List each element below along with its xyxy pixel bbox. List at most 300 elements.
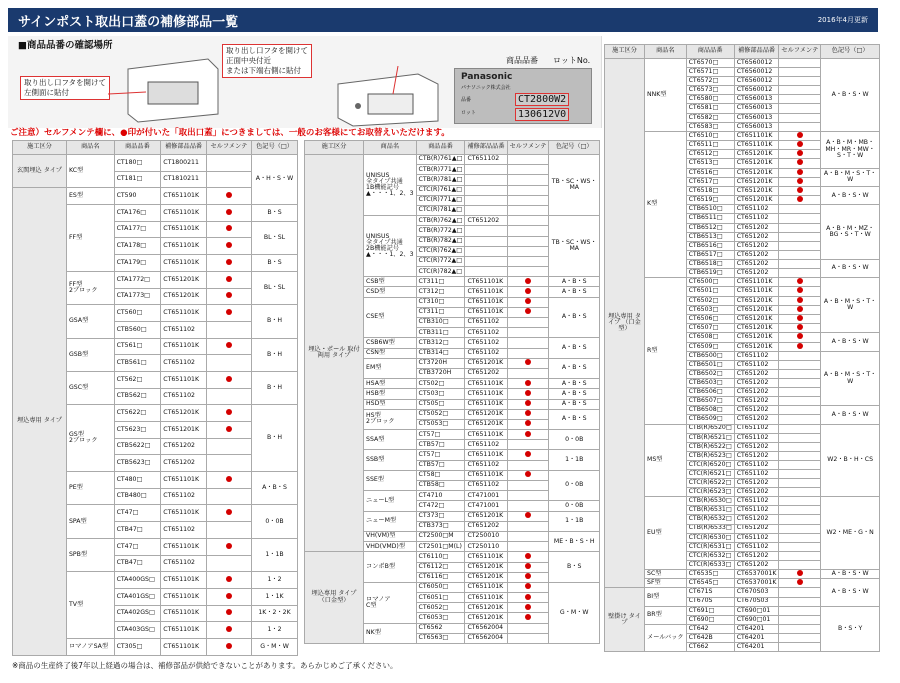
self-maintenance-cell [206,305,251,322]
repair-part-cell: CT651202 [734,259,779,268]
product-code-cell: CT2500□M [416,531,465,541]
product-name-cell: SSE型 [364,470,417,490]
product-name-cell: MS型 [645,424,687,497]
product-code-cell: CTB480□ [114,488,161,505]
table-row [13,155,298,172]
product-code-cell: CT6502□ [686,296,734,305]
product-code-cell: CTB6519□ [686,269,734,278]
repair-part-cell: CT651101K [161,505,207,522]
self-maintenance-dot-icon [525,573,531,579]
self-maintenance-dot-icon [525,380,531,386]
self-maintenance-cell [507,297,549,307]
self-maintenance-cell [206,422,251,439]
product-name-cell: NK型 [364,623,417,643]
product-code-cell: CT690□ [686,615,734,624]
product-code-cell: CTB6501□ [686,360,734,369]
repair-part-cell: CT651102 [734,205,779,214]
self-maintenance-cell [779,77,821,86]
product-name-cell: FF型 [67,205,115,272]
repair-part-cell: CT6560012 [734,68,779,77]
self-maintenance-cell [779,140,821,149]
repair-part-cell [465,256,507,266]
product-code-cell: CT503□ [416,389,465,399]
product-code-cell: CT6513□ [686,159,734,168]
repair-part-cell: CT651201K [465,409,507,419]
repair-part-cell: CT651101K [734,140,779,149]
self-maintenance-cell [507,460,549,470]
self-maintenance-cell [779,415,821,424]
product-code-cell: CT691□ [686,606,734,615]
product-code-cell: CT505□ [416,399,465,409]
product-code-cell: CT6503□ [686,305,734,314]
product-code-cell: CT373□ [416,511,465,521]
product-name-cell: ニューM型 [364,511,417,531]
self-maintenance-cell [206,221,251,238]
repair-part-cell: CT651102 [465,440,507,450]
repair-part-cell: CT651201K [465,511,507,521]
self-maintenance-dot-icon [226,426,232,432]
product-code-cell: CT562□ [114,371,161,388]
self-maintenance-cell [779,606,821,615]
header-cell: 商品名 [67,141,115,155]
self-maintenance-cell [779,424,821,433]
product-code-cell: CT6500□ [686,278,734,287]
color-code-cell: G・M・W [252,638,298,655]
self-maintenance-dot-icon [525,359,531,365]
repair-part-cell: CT651202 [734,388,779,397]
header-cell: 施工区分 [305,141,364,155]
self-maintenance-dot-icon [226,593,232,599]
model-code: CT2800W2 [515,93,569,106]
update-date: 2016年4月更新 [817,16,868,24]
product-code-cell: CTC(R)761▲□ [416,185,465,195]
color-code-cell: B・H [252,305,298,338]
repair-part-cell: CT651201K [734,196,779,205]
self-maintenance-cell [779,86,821,95]
nameplate [454,68,592,124]
repair-part-cell: CT651201K [734,342,779,351]
header-cell: 色記号（□） [549,141,600,155]
repair-part-cell: CT651202 [734,415,779,424]
repair-part-cell: CT651202 [734,232,779,241]
self-maintenance-cell [507,481,549,491]
self-maintenance-cell [206,405,251,422]
color-code-cell: A・B・S [549,287,600,297]
product-code-cell: CT6519□ [686,196,734,205]
self-maintenance-dot-icon [525,410,531,416]
product-code-cell: CTA1773□ [114,288,161,305]
self-maintenance-dot-icon [797,178,803,184]
self-maintenance-dot-icon [797,315,803,321]
product-code-cell: CT6511□ [686,140,734,149]
product-code-cell: CTB(R)6523□ [686,451,734,460]
self-maintenance-cell [779,615,821,624]
self-maintenance-cell [507,205,549,215]
repair-part-cell: CT651101K [465,593,507,603]
self-maintenance-dot-icon [226,292,232,298]
self-maintenance-dot-icon [226,609,232,615]
self-maintenance-cell [507,450,549,460]
self-maintenance-dot-icon [525,390,531,396]
install-type-cell: 埋込専用 タイプ （口金型） [305,552,364,644]
repair-part-cell: CT651202 [465,216,507,226]
product-name-cell: GS型 2ブロック [67,405,115,472]
repair-part-cell: CT64201 [734,633,779,642]
color-code-cell: B・S [252,205,298,222]
repair-part-cell: CT651202 [465,368,507,378]
self-maintenance-cell [779,68,821,77]
color-code-cell: A・B・S・W [821,406,880,424]
self-maintenance-cell [507,531,549,541]
self-maintenance-cell [507,430,549,440]
repair-part-cell: CT651102 [734,506,779,515]
self-maintenance-cell [779,397,821,406]
color-code-cell: B・S [549,552,600,583]
repair-part-cell: CT651101K [465,470,507,480]
product-code-cell: CT590 [114,188,161,205]
color-code-cell: A・B・S [549,379,600,389]
self-maintenance-cell [779,533,821,542]
color-code-cell: ME・B・S・H [549,531,600,551]
color-code-cell: A・B・S [549,409,600,429]
repair-part-cell: CT6560012 [734,86,779,95]
self-maintenance-cell [779,351,821,360]
repair-part-cell: CT651102 [734,460,779,469]
self-maintenance-dot-icon [226,626,232,632]
table-row [605,570,880,579]
product-code-cell: CTB6506□ [686,388,734,397]
table-row [605,278,880,287]
self-maintenance-dot-icon [797,306,803,312]
self-maintenance-cell [507,419,549,429]
self-maintenance-cell [779,95,821,104]
self-maintenance-dot-icon [226,576,232,582]
self-maintenance-cell [779,369,821,378]
self-maintenance-cell [507,358,549,368]
product-code-cell: CT5052□ [416,409,465,419]
repair-part-cell: CT471001 [465,501,507,511]
self-maintenance-dot-icon [797,287,803,293]
product-code-cell: CTA179□ [114,255,161,272]
repair-part-cell: CT651202 [161,438,207,455]
repair-part-cell: CT651202 [465,521,507,531]
product-code-cell: CTA176□ [114,205,161,222]
product-code-cell: CTC(R)6530□ [686,533,734,542]
self-maintenance-cell [507,389,549,399]
self-maintenance-cell [206,321,251,338]
product-code-cell: CTB311□ [416,328,465,338]
product-name-cell: NNK型 [645,59,687,132]
header-cell: 補修部品品番 [465,141,507,155]
repair-part-cell: CT651101K [161,221,207,238]
product-code-cell: CT5053□ [416,419,465,429]
header-cell: 補修部品品番 [734,45,779,59]
self-maintenance-dot-icon [226,376,232,382]
repair-part-cell: CT651101K [161,205,207,222]
self-maintenance-cell [507,368,549,378]
product-code-cell: CT3720H [416,358,465,368]
self-maintenance-cell [206,455,251,472]
product-code-cell: CT6580□ [686,95,734,104]
product-code-cell: CTB5622□ [114,438,161,455]
repair-part-cell: CT651101K [161,371,207,388]
self-maintenance-cell [779,642,821,651]
self-maintenance-dot-icon [525,308,531,314]
repair-part-cell [465,175,507,185]
repair-part-cell: CT651201K [161,405,207,422]
install-type-cell: 埋込・ポール 取付両用 タイプ [305,155,364,552]
header-cell: 施工区分 [13,141,67,155]
maker-name: パナソニック株式会社 [461,85,511,91]
product-code-cell: CT47□ [114,538,161,555]
repair-part-cell: CT651102 [734,424,779,433]
self-maintenance-cell [507,491,549,501]
repair-part-cell: CT651101K [465,450,507,460]
repair-part-cell: CT651102 [734,351,779,360]
self-maintenance-cell [779,479,821,488]
color-code-cell: BL・SL [252,221,298,254]
product-code-cell: CT662 [686,642,734,651]
self-maintenance-cell [206,371,251,388]
self-maintenance-cell [507,440,549,450]
self-maintenance-dot-icon [226,276,232,282]
product-code-cell: CT6053□ [416,613,465,623]
product-code-cell: CT6507□ [686,324,734,333]
self-maintenance-dot-icon [525,594,531,600]
product-code-cell: CT6570□ [686,59,734,68]
product-code-cell: CT6508□ [686,333,734,342]
product-code-cell: CT57□ [416,430,465,440]
product-name-cell: EM型 [364,358,417,378]
product-code-cell: CT2501□M(L) [416,542,465,552]
product-code-cell: CTB(R)762▲□ [416,216,465,226]
product-name-cell: GSB型 [67,338,115,371]
self-maintenance-cell [507,287,549,297]
product-name-cell: UNISUS 全タイプ共通 1B機能記号 ▲・・・1、2、3 [364,155,417,216]
self-maintenance-dot-icon [525,400,531,406]
self-maintenance-cell [779,177,821,186]
product-code-cell: CTB561□ [114,355,161,372]
repair-part-cell: CT250010 [465,531,507,541]
repair-part-cell: CT651101K [465,297,507,307]
color-code-cell: A・B・M・S・T・W [821,168,880,186]
self-maintenance-dot-icon [525,604,531,610]
self-maintenance-cell [507,256,549,266]
product-code-cell: CTB47□ [114,522,161,539]
product-code-cell: CTB6517□ [686,250,734,259]
repair-part-cell: CT651101K [465,430,507,440]
self-maintenance-dot-icon [525,288,531,294]
product-code-cell: CTB6507□ [686,397,734,406]
table-row [305,155,600,165]
color-code-cell: B・S・Y [821,606,880,651]
self-maintenance-cell [507,195,549,205]
repair-part-cell: CT651201K [734,305,779,314]
repair-part-cell: CT651101K [465,307,507,317]
repair-part-cell: CT651202 [734,269,779,278]
product-name-cell: ES型 [67,188,115,205]
self-maintenance-dot-icon [525,512,531,518]
repair-part-cell: CT651201K [734,177,779,186]
product-code-cell: CT670S [686,597,734,606]
self-maintenance-cell [779,624,821,633]
repair-part-cell: CT651101K [734,131,779,140]
color-code-cell: BL・SL [252,271,298,304]
postbox-front-drawing [328,66,448,128]
repair-part-cell [465,185,507,195]
product-code-cell: CTB47□ [114,555,161,572]
postbox-side-drawing [108,54,228,124]
self-maintenance-cell [507,562,549,572]
self-maintenance-dot-icon [525,420,531,426]
self-maintenance-cell [507,399,549,409]
header-cell: 色記号（□） [252,141,298,155]
self-maintenance-cell [779,314,821,323]
repair-part-cell: CT651101K [161,605,207,622]
self-maintenance-cell [206,472,251,489]
self-maintenance-cell [206,205,251,222]
header-cell: 施工区分 [605,45,645,59]
color-code-cell: 0・0B [549,470,600,501]
product-code-cell: CTB(R)771▲□ [416,165,465,175]
repair-part-cell: CT651102 [734,360,779,369]
repair-part-cell: CT651102 [161,488,207,505]
product-code-cell: CT560□ [114,305,161,322]
self-maintenance-cell [507,379,549,389]
product-code-cell: CT5622□ [114,405,161,422]
repair-part-cell: CT651201K [465,562,507,572]
self-maintenance-cell [779,515,821,524]
product-code-cell: CT6563□ [416,633,465,643]
color-code-cell: B・H [252,338,298,371]
self-maintenance-dot-icon [525,431,531,437]
product-code-cell: CT47□ [114,505,161,522]
parts-table-3 [604,44,880,652]
self-maintenance-cell [507,593,549,603]
self-maintenance-cell [779,333,821,342]
product-code-cell: CTC(R)782▲□ [416,267,465,277]
product-code-cell: CTC(R)762▲□ [416,246,465,256]
product-code-cell: CTB(R)6531□ [686,506,734,515]
repair-part-cell: CT651202 [734,524,779,533]
self-maintenance-cell [507,226,549,236]
product-name-cell: GSA型 [67,305,115,338]
repair-part-cell [465,195,507,205]
product-code-cell: CTB560□ [114,321,161,338]
color-code-cell: B・S [252,255,298,272]
product-code-cell: CTB6516□ [686,241,734,250]
product-name-cell: HSD型 [364,399,417,409]
product-code-cell: CTB(R)772▲□ [416,226,465,236]
product-name-cell: VHD(VMD)型 [364,542,417,552]
product-code-cell: CTC(R)772▲□ [416,256,465,266]
repair-part-cell: CT250110 [465,542,507,552]
table-row [605,606,880,615]
repair-part-cell: CT651201K [465,358,507,368]
product-code-cell: CTB(R)761▲□ [416,155,465,165]
product-name-cell: コンポB型 [364,552,417,583]
product-name-cell: HS型 2ブロック [364,409,417,429]
self-maintenance-cell [779,241,821,250]
color-code-cell: G・M・W [549,582,600,643]
note-left: 取り出し口フタを開けて 左側面に貼付 [20,76,110,100]
product-code-cell: CTB3720H [416,368,465,378]
self-maintenance-cell [507,603,549,613]
color-code-cell: 1・1B [252,538,298,571]
self-maintenance-cell [507,613,549,623]
table-row [305,552,600,562]
color-code-cell: A・B・M・MB・MH・MR・MW・S・T・W [821,131,880,168]
self-maintenance-cell [779,59,821,68]
product-code-cell: CT58□ [416,470,465,480]
self-maintenance-dot-icon [525,471,531,477]
product-code-cell: CT6116□ [416,572,465,582]
self-maintenance-dot-icon [797,343,803,349]
repair-part-cell: CT651202 [734,515,779,524]
repair-part-cell: CT651101K [734,278,779,287]
product-code-cell: CT472□ [416,501,465,511]
product-code-cell: CT6112□ [416,562,465,572]
product-name-cell: ロマノア C型 [364,582,417,623]
repair-part-cell: CT651102 [465,460,507,470]
self-maintenance-dot-icon [797,324,803,330]
product-code-cell: CTA177□ [114,221,161,238]
header-cell: 商品品番 [416,141,465,155]
product-code-cell: CTB(R)6520□ [686,424,734,433]
product-code-cell: CT57□ [416,450,465,460]
repair-part-cell: CT651102 [734,533,779,542]
product-code-cell: CT502□ [416,379,465,389]
product-name-cell: VH(VM)型 [364,531,417,541]
color-code-cell: 0・0B [549,501,600,511]
self-maintenance-cell [779,296,821,305]
color-code-cell: A・B・S・W [821,259,880,277]
self-maintenance-dot-icon [797,187,803,193]
product-name-cell: SPA型 [67,505,115,538]
self-maintenance-cell [507,348,549,358]
self-maintenance-dot-icon [797,278,803,284]
repair-part-cell: CT651201K [734,150,779,159]
repair-part-cell: CT6560012 [734,59,779,68]
self-maintenance-dot-icon [226,543,232,549]
product-code-cell: CTB6512□ [686,223,734,232]
color-code-cell: A・B・S [549,358,600,378]
self-maintenance-dot-icon [226,192,232,198]
self-maintenance-cell [779,560,821,569]
repair-part-cell: CT651101K [161,588,207,605]
label-lot: ロットNo. [553,56,591,65]
self-maintenance-dot-icon [797,169,803,175]
self-maintenance-dot-icon [226,242,232,248]
product-name-cell: PE型 [67,472,115,505]
color-code-cell: A・B・S [549,399,600,409]
color-code-cell: A・B・S [549,277,600,287]
install-type-cell: 玄関埋込 タイプ [13,155,67,188]
color-code-cell: B・H [252,405,298,472]
product-code-cell: CT6052□ [416,603,465,613]
self-maintenance-cell [779,442,821,451]
repair-part-cell: CT651101K [161,538,207,555]
self-maintenance-cell [507,572,549,582]
product-code-cell: CT4710 [416,491,465,501]
repair-part-cell: CT651201K [734,186,779,195]
self-maintenance-cell [779,250,821,259]
repair-part-cell: CT64201 [734,642,779,651]
repair-part-cell: CT651101K [161,622,207,639]
product-name-cell: ロマノアSA型 [67,638,115,655]
self-maintenance-cell [779,542,821,551]
repair-part-cell: CT651102 [161,388,207,405]
